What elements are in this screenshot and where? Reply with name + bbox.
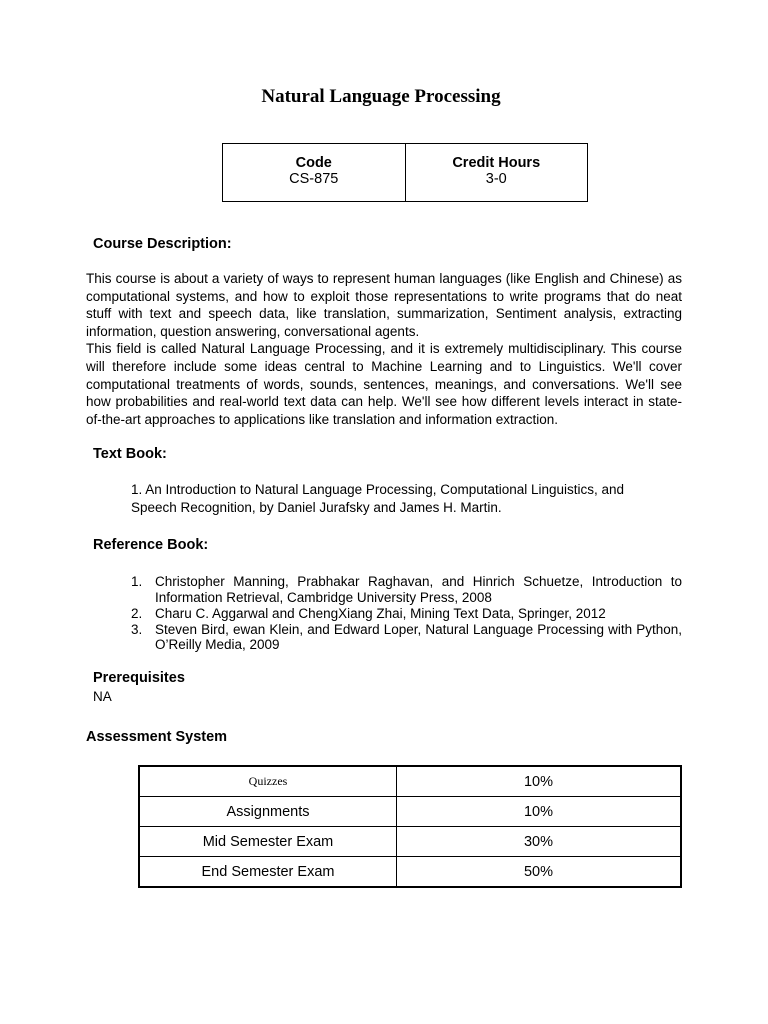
code-header: Code — [295, 155, 332, 171]
assessment-weight: 30% — [397, 827, 682, 857]
text-book-heading: Text Book: — [93, 446, 167, 462]
assessment-heading: Assessment System — [86, 729, 228, 745]
reference-text: Steven Bird, ewan Klein, and Edward Loper, Natural Language Processing with Python, O’Reilly Media, 2009 — [155, 621, 682, 652]
description-paragraph-1: This course is about a variety of ways to represent human languages (like English and Chinese) as computational systems, and how to exploit those representations to write programs that do neat stuff with text and speech data, like translation, summarization, Sentiment analysis, extracting information, question answering, conversational agents. — [86, 271, 682, 339]
credit-hours-value: 3-0 — [485, 171, 507, 187]
prerequisites-heading: Prerequisites — [93, 670, 185, 686]
assessment-weight: 10% — [397, 766, 682, 797]
list-item — [131, 574, 682, 605]
course-description-heading: Course Description: — [93, 236, 232, 252]
list-number: 1. — [131, 574, 143, 589]
assessment-item: Mid Semester Exam — [139, 827, 397, 857]
code-cell — [223, 144, 406, 202]
course-info-table — [222, 143, 588, 202]
text-book-item: 1. An Introduction to Natural Language Processing, Computational Linguistics, and Speech Recognition, by Daniel Jurafsky and James H. Martin. — [131, 482, 625, 515]
reference-text: Charu C. Aggarwal and ChengXiang Zhai, Mining Text Data, Springer, 2012 — [155, 605, 606, 621]
assessment-item: End Semester Exam — [139, 857, 397, 888]
description-paragraph-2: This field is called Natural Language Processing, and it is extremely multidisciplinary. This course will therefore include some ideas central to Machine Learning and to Linguistics. We'll cover computational treatments of words, sounds, sentences, meanings, and conversations. We'll see how probabilities and real-world text data can help. We'll see how different levels interact in state-of-the-art approaches to applications like translation and information extraction. — [86, 341, 682, 427]
table-row — [139, 827, 681, 857]
list-item — [131, 622, 682, 653]
table-row — [139, 857, 681, 888]
assessment-table — [138, 765, 682, 888]
document-title: Natural Language Processing — [261, 86, 501, 107]
list-item — [131, 606, 682, 622]
prerequisites-value: NA — [93, 689, 112, 704]
course-description — [86, 270, 682, 428]
reference-text: Christopher Manning, Prabhakar Raghavan, and Hinrich Schuetze, Introduction to Information Retrieval, Cambridge University Press, 2008 — [155, 574, 682, 605]
table-row — [139, 797, 681, 827]
assessment-item: Quizzes — [139, 766, 397, 797]
assessment-weight: 50% — [397, 857, 682, 888]
reference-book-heading: Reference Book: — [93, 537, 209, 553]
credit-hours-cell — [405, 144, 588, 202]
table-row — [139, 766, 681, 797]
assessment-item: Assignments — [139, 797, 397, 827]
list-number: 2. — [131, 605, 143, 621]
code-value: CS-875 — [289, 171, 339, 187]
reference-book-list — [131, 574, 682, 653]
assessment-weight: 10% — [397, 797, 682, 827]
credit-hours-header: Credit Hours — [452, 155, 541, 171]
list-number: 3. — [131, 621, 143, 637]
